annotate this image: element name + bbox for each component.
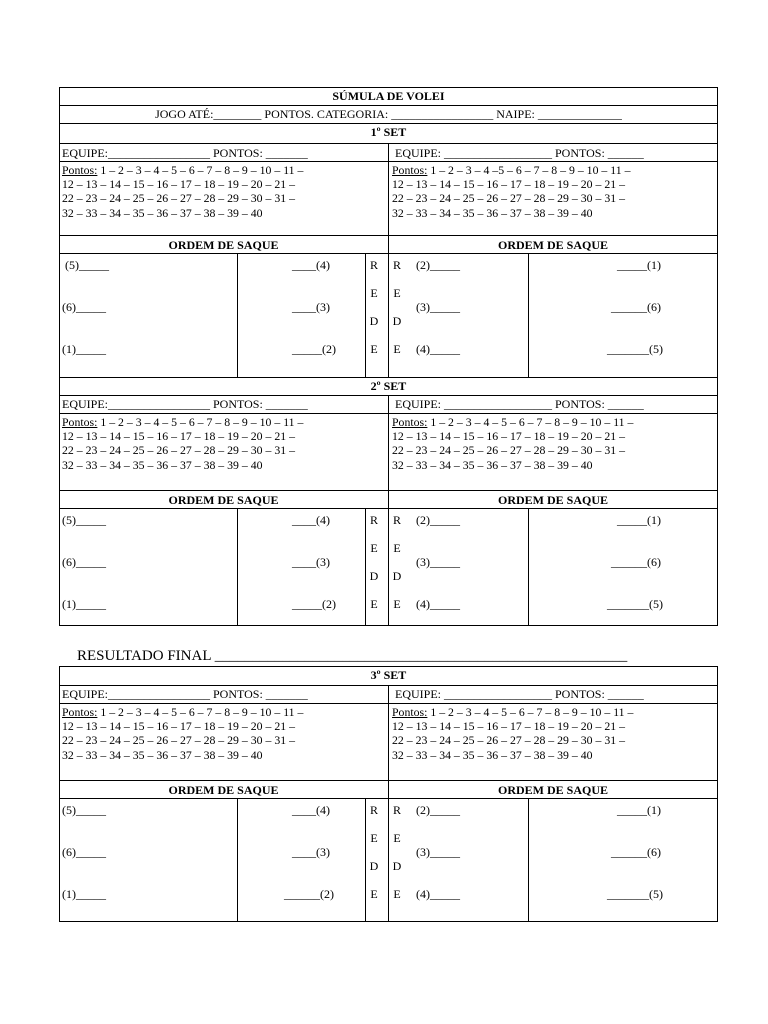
scoresheet-block-bottom: [59, 666, 718, 922]
set-1-right-pos-4[interactable]: (4)_____: [416, 342, 460, 356]
set-2-right-pos-6[interactable]: ______(6): [611, 555, 661, 569]
set-3-right-pos-2[interactable]: (2)_____: [416, 803, 460, 817]
set-3-right-pos-5[interactable]: _______(5): [607, 887, 663, 901]
set-2-net-left-label: R E D E: [369, 513, 379, 611]
set-2-right-points[interactable]: Pontos: 1 – 2 – 3 – 4 – 5 – 6 – 7 – 8 – 9 – 10 – 11 – 12 – 13 – 14 – 15 – 16 – 17 – 18 – 19 – 20 – 21 – 22 – 23 – 24 – 25 – 26 – 27 – 28 – 29 – 30 – 31 – 32 – 33 – 34 – 35 – 36 – 37 – 38 – 39 – 40: [392, 415, 634, 472]
set-3-right-pos-1[interactable]: _____(1): [617, 803, 661, 817]
set-3-left-team-field[interactable]: EQUIPE:_________________ PONTOS: _______: [62, 687, 308, 701]
set-2-left-pos-4[interactable]: ____(4): [292, 513, 330, 527]
set-3-net-left-label: R E D E: [369, 803, 379, 901]
set-1-left-team-field[interactable]: EQUIPE:_________________ PONTOS: _______: [62, 146, 308, 160]
set-1-net-right-label: R E D E: [392, 258, 402, 356]
set-2-right-serve-order-title: ORDEM DE SAQUE: [497, 493, 608, 507]
set-2-right-pos-2[interactable]: (2)_____: [416, 513, 460, 527]
set-2-left-team-field[interactable]: EQUIPE:_________________ PONTOS: _______: [62, 397, 308, 411]
set-3-left-pos-2[interactable]: ______(2): [284, 887, 334, 901]
set-2-left-points[interactable]: Pontos: 1 – 2 – 3 – 4 – 5 – 6 – 7 – 8 – 9 – 10 – 11 – 12 – 13 – 14 – 15 – 16 – 17 – 18 – 19 – 20 – 21 – 22 – 23 – 24 – 25 – 26 – 27 – 28 – 29 – 30 – 31 – 32 – 33 – 34 – 35 – 36 – 37 – 38 – 39 – 40: [62, 415, 304, 472]
set-1-left-pos-5[interactable]: (5)_____: [65, 258, 109, 272]
set-1-left-pos-6[interactable]: (6)_____: [62, 300, 106, 314]
set-1-left-pos-2[interactable]: _____(2): [292, 342, 336, 356]
set-1-right-pos-3[interactable]: (3)_____: [416, 300, 460, 314]
set-3-left-points[interactable]: Pontos: 1 – 2 – 3 – 4 – 5 – 6 – 7 – 8 – 9 – 10 – 11 – 12 – 13 – 14 – 15 – 16 – 17 – 18 – 19 – 20 – 21 – 22 – 23 – 24 – 25 – 26 – 27 – 28 – 29 – 30 – 31 – 32 – 33 – 34 – 35 – 36 – 37 – 38 – 39 – 40: [62, 705, 304, 762]
set-3-right-pos-6[interactable]: ______(6): [611, 845, 661, 859]
set-1-right-pos-2[interactable]: (2)_____: [416, 258, 460, 272]
set-2-left-pos-5[interactable]: (5)_____: [62, 513, 106, 527]
set-1-right-serve-order-title: ORDEM DE SAQUE: [497, 238, 608, 252]
set-1-net-left-label: R E D E: [369, 258, 379, 356]
set-1-right-pos-6[interactable]: ______(6): [611, 300, 661, 314]
set-1-left-pos-1[interactable]: (1)_____: [62, 342, 106, 356]
set-2-left-pos-6[interactable]: (6)_____: [62, 555, 106, 569]
set-3-net-right-label: R E D E: [392, 803, 402, 901]
set-1-left-points[interactable]: Pontos: 1 – 2 – 3 – 4 – 5 – 6 – 7 – 8 – 9 – 10 – 11 – 12 – 13 – 14 – 15 – 16 – 17 – 18 – 19 – 20 – 21 – 22 – 23 – 24 – 25 – 26 – 27 – 28 – 29 – 30 – 31 – 32 – 33 – 34 – 35 – 36 – 37 – 38 – 39 – 40: [62, 163, 304, 220]
set-1-right-pos-1[interactable]: _____(1): [617, 258, 661, 272]
set-2-right-pos-4[interactable]: (4)_____: [416, 597, 460, 611]
set-1-right-pos-5[interactable]: _______(5): [607, 342, 663, 356]
scoresheet-block-top: [59, 87, 718, 626]
set-1-left-pos-3[interactable]: ____(3): [292, 300, 330, 314]
set-3-right-pos-3[interactable]: (3)_____: [416, 845, 460, 859]
set-1-left-pos-4[interactable]: ____(4): [292, 258, 330, 272]
set-3-right-team-field[interactable]: EQUIPE: __________________ PONTOS: ______: [395, 687, 644, 701]
set-2-right-pos-1[interactable]: _____(1): [617, 513, 661, 527]
set-3-left-pos-4[interactable]: ____(4): [292, 803, 330, 817]
set-3-right-pos-4[interactable]: (4)_____: [416, 887, 460, 901]
sheet-title: SÚMULA DE VOLEI: [332, 89, 445, 103]
final-result-field[interactable]: RESULTADO FINAL _______________________________________________________: [77, 648, 628, 664]
set-3-left-pos-5[interactable]: (5)_____: [62, 803, 106, 817]
set-3-right-serve-order-title: ORDEM DE SAQUE: [497, 783, 608, 797]
set-3-left-pos-6[interactable]: (6)_____: [62, 845, 106, 859]
set-2-right-pos-3[interactable]: (3)_____: [416, 555, 460, 569]
set-3-left-serve-order-title: ORDEM DE SAQUE: [168, 783, 279, 797]
set-3-left-pos-3[interactable]: ____(3): [292, 845, 330, 859]
set-2-right-pos-5[interactable]: _______(5): [607, 597, 663, 611]
set-2-left-pos-1[interactable]: (1)_____: [62, 597, 106, 611]
set-3-title: 3º SET: [370, 668, 407, 682]
set-2-left-pos-2[interactable]: _____(2): [292, 597, 336, 611]
set-1-right-team-field[interactable]: EQUIPE: __________________ PONTOS: ______: [395, 146, 644, 160]
set-2-left-pos-3[interactable]: ____(3): [292, 555, 330, 569]
set-3-right-points[interactable]: Pontos: 1 – 2 – 3 – 4 – 5 – 6 – 7 – 8 – 9 – 10 – 11 – 12 – 13 – 14 – 15 – 16 – 17 – 18 – 19 – 20 – 21 – 22 – 23 – 24 – 25 – 26 – 27 – 28 – 29 – 30 – 31 – 32 – 33 – 34 – 35 – 36 – 37 – 38 – 39 – 40: [392, 705, 634, 762]
set-2-net-right-label: R E D E: [392, 513, 402, 611]
set-1-left-serve-order-title: ORDEM DE SAQUE: [168, 238, 279, 252]
set-1-title: 1º SET: [370, 125, 407, 139]
set-2-right-team-field[interactable]: EQUIPE: __________________ PONTOS: ______: [395, 397, 644, 411]
set-3-left-pos-1[interactable]: (1)_____: [62, 887, 106, 901]
set-2-title: 2º SET: [370, 379, 407, 393]
set-2-left-serve-order-title: ORDEM DE SAQUE: [168, 493, 279, 507]
game-info-line: JOGO ATÉ:________ PONTOS. CATEGORIA: _________________ NAIPE: ______________: [155, 107, 622, 121]
set-1-right-points[interactable]: Pontos: 1 – 2 – 3 – 4 –5 – 6 – 7 – 8 – 9 – 10 – 11 – 12 – 13 – 14 – 15 – 16 – 17 – 18 – 19 – 20 – 21 – 22 – 23 – 24 – 25 – 26 – 27 – 28 – 29 – 30 – 31 – 32 – 33 – 34 – 35 – 36 – 37 – 38 – 39 – 40: [392, 163, 631, 220]
